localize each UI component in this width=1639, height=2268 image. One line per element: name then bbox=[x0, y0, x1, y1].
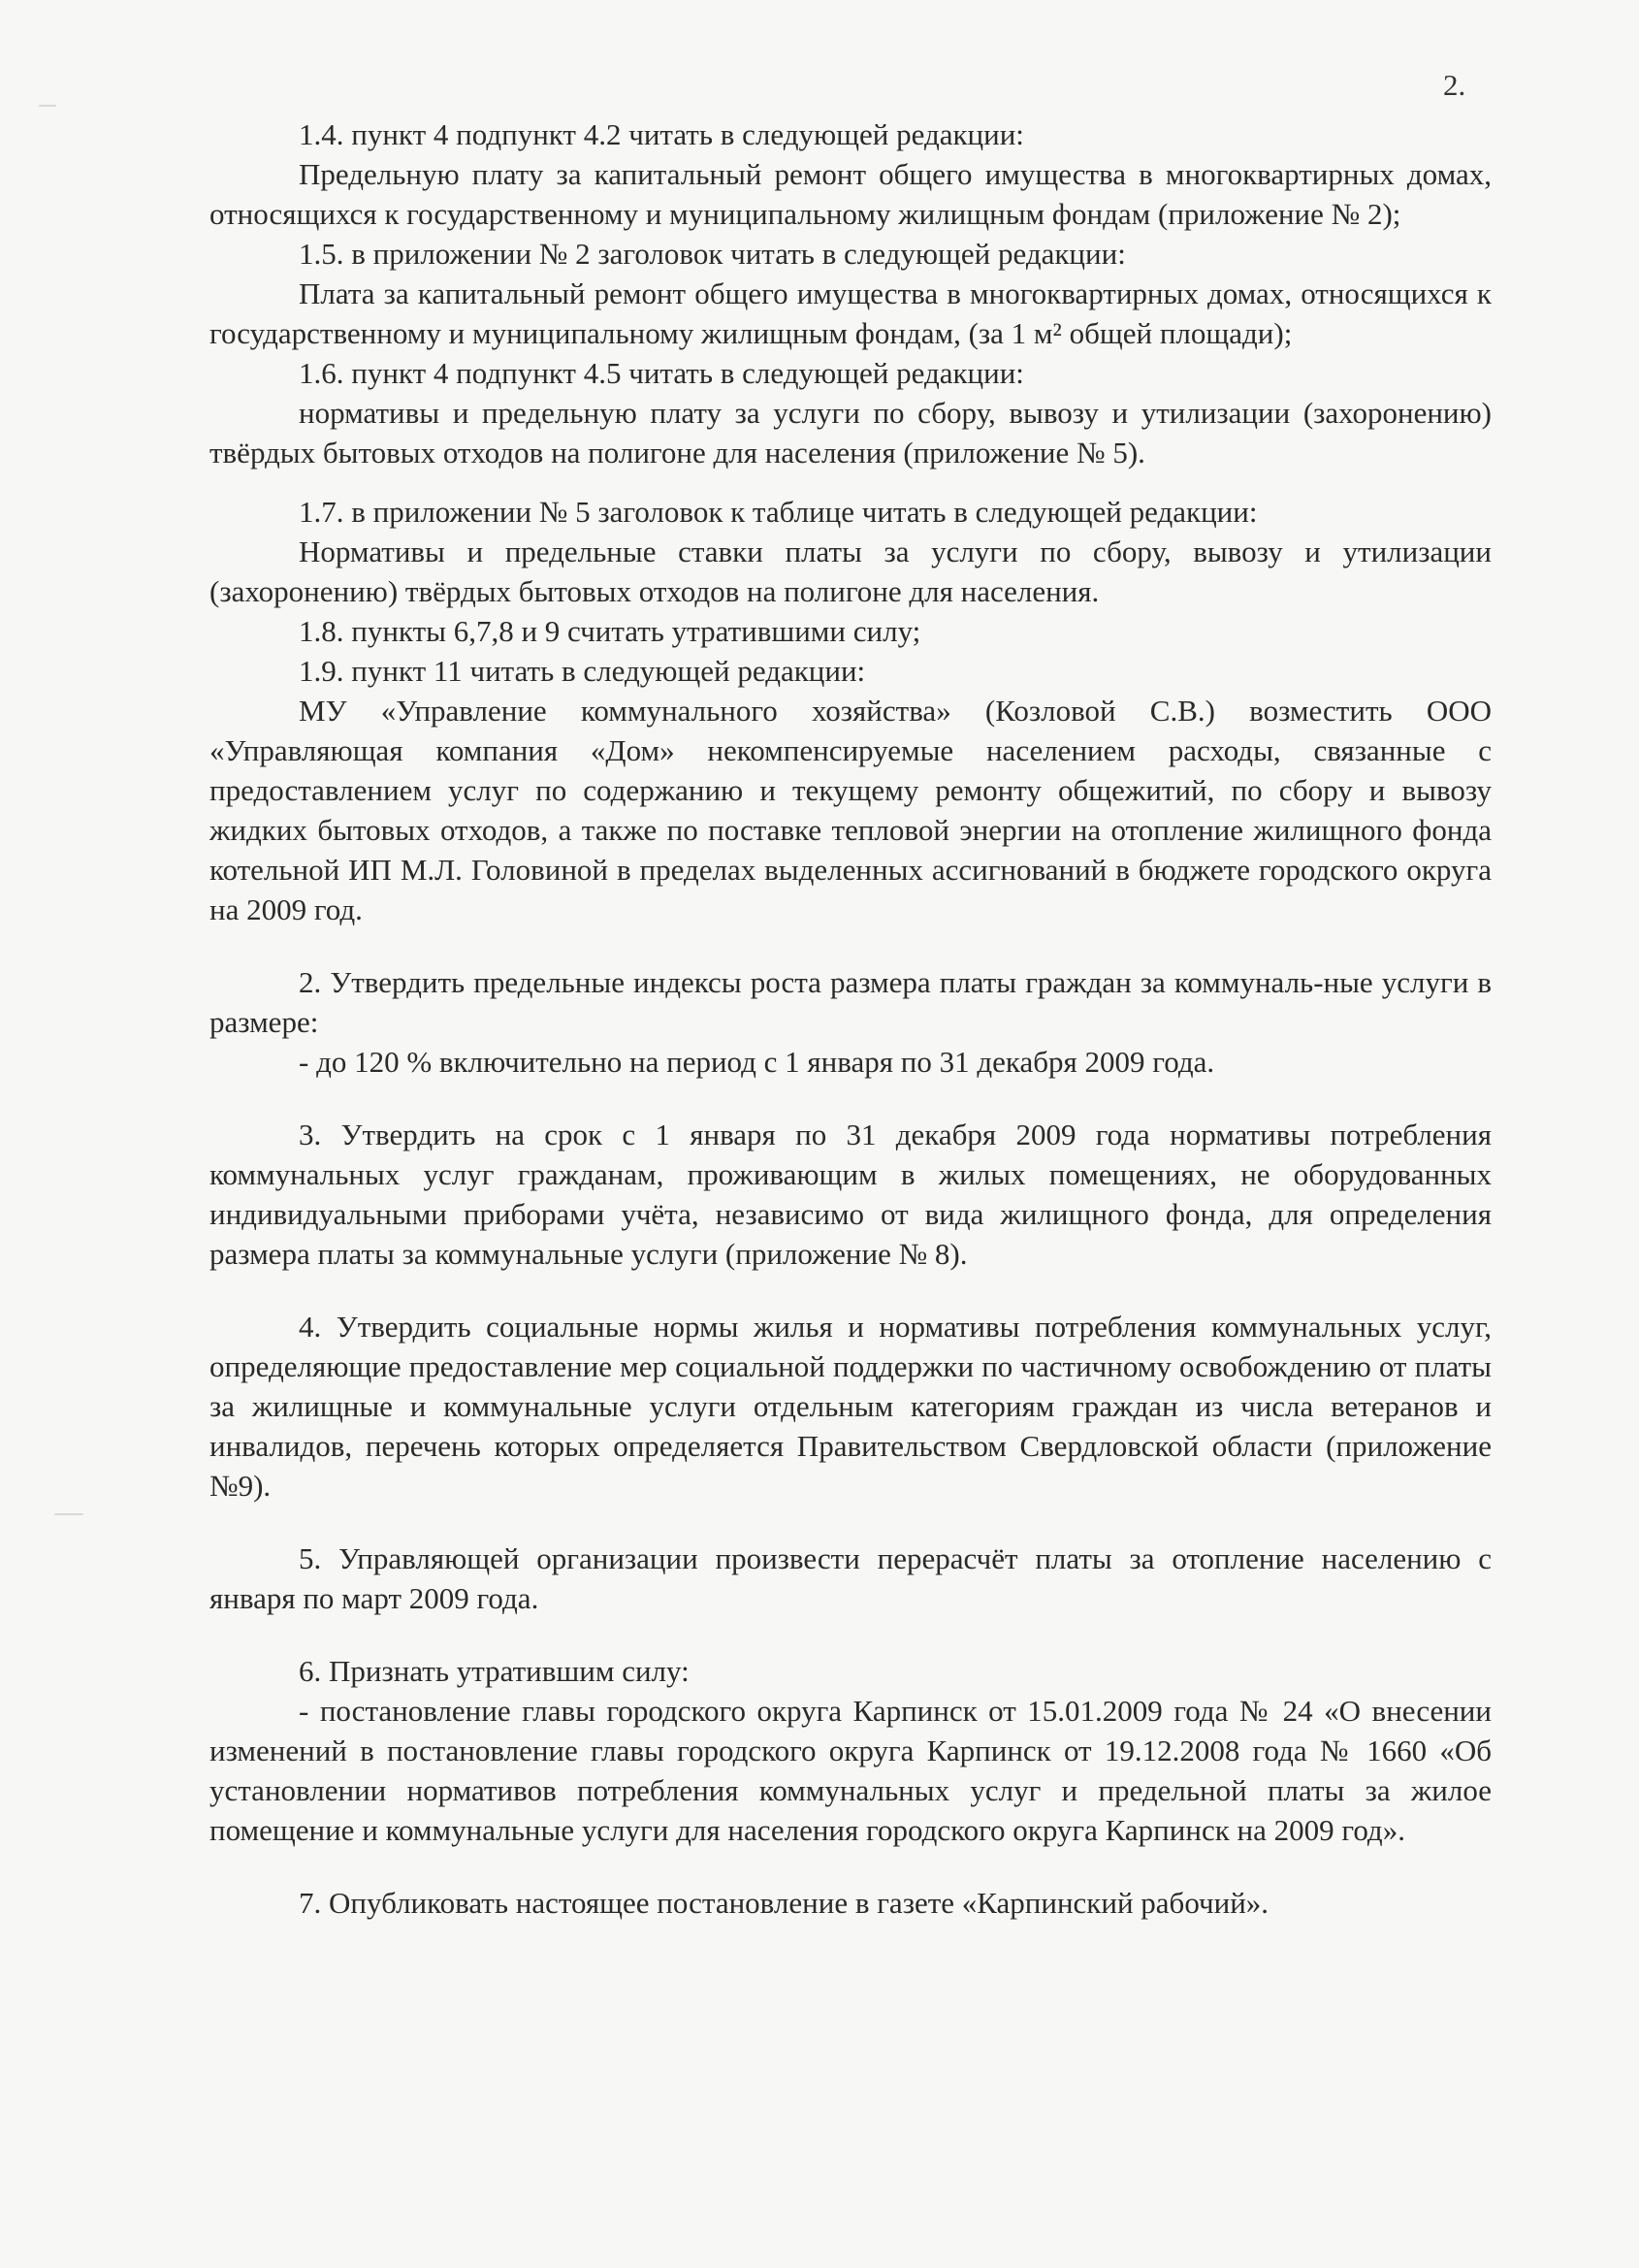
paragraph-2: 2. Утвердить предельные индексы роста размера платы граждан за коммуналь-ные услуги в размере: bbox=[209, 965, 1492, 1039]
paragraph-4: 4. Утвердить социальные нормы жилья и нормативы потребления коммунальных услуг, определяющие предоставление мер социальной поддержки по частичному освобождению от платы за жилищные и коммунальные услуги отдельным категориям граждан из числа ветеранов и инвалидов, перечень которых определяется Правительством Свердловской области (приложение №9). bbox=[209, 1310, 1492, 1503]
paragraph-6: 6. Признать утратившим силу: bbox=[299, 1654, 690, 1688]
paragraph-1-4: 1.4. пункт 4 подпункт 4.2 читать в следующей редакции: bbox=[299, 117, 1024, 151]
scan-artifact bbox=[39, 105, 56, 107]
paragraph-5: 5. Управляющей организации произвести перерасчёт платы за отопление населению с января по март 2009 года. bbox=[209, 1541, 1492, 1615]
page-number: 2. bbox=[1443, 68, 1466, 102]
paragraph-1-9-text: МУ «Управление коммунального хозяйства» (Козловой С.В.) возместить ООО «Управляющая компания «Дом» некомпенсируемые населением расходы, связанные с предоставлением услуг по содержанию и текущему ремонту общежитий, по сбору и вывозу жидких бытовых отходов, а также по поставке тепловой энергии на отопление жилищного фонда котельной ИП М.Л. Головиной в пределах выделенных ассигнований в бюджете городского округа на 2009 год. bbox=[209, 694, 1492, 926]
paragraph-1-5-text: Плата за капитальный ремонт общего имущества в многоквартирных домах, относящихся к государственному и муниципальному жилищным фондам, (за 1 м² общей площади); bbox=[209, 276, 1492, 350]
paragraph-1-7: 1.7. в приложении № 5 заголовок к таблице читать в следующей редакции: bbox=[299, 495, 1258, 529]
paragraph-7: 7. Опубликовать настоящее постановление в газете «Карпинский рабочий». bbox=[299, 1886, 1269, 1920]
paragraph-1-7-text: Нормативы и предельные ставки платы за услуги по сбору, вывозу и утилизации (захоронению) твёрдых бытовых отходов на полигоне для населения. bbox=[209, 535, 1492, 608]
paragraph-1-5: 1.5. в приложении № 2 заголовок читать в следующей редакции: bbox=[299, 237, 1126, 271]
paragraph-1-6-text: нормативы и предельную плату за услуги по сбору, вывозу и утилизации (захоронению) твёрдых бытовых отходов на полигоне для населения (приложение № 5). bbox=[209, 396, 1492, 470]
paragraph-6-text: - постановление главы городского округа Карпинск от 15.01.2009 года № 24 «О внесении изменений в постановление главы городского округа Карпинск от 19.12.2008 года № 1660 «Об установлении нормативов потребления коммунальных услуг и предельной платы за жилое помещение и коммунальные услуги для населения городского округа Карпинск на 2009 год». bbox=[209, 1694, 1492, 1847]
paragraph-2-text: - до 120 % включительно на период с 1 января по 31 декабря 2009 года. bbox=[299, 1045, 1215, 1079]
paragraph-1-9: 1.9. пункт 11 читать в следующей редакции: bbox=[299, 654, 866, 688]
document-body bbox=[209, 114, 1492, 1923]
scan-artifact bbox=[54, 1513, 83, 1515]
paragraph-1-8: 1.8. пункты 6,7,8 и 9 считать утратившими силу; bbox=[299, 614, 921, 648]
paragraph-1-4-text: Предельную плату за капитальный ремонт общего имущества в многоквартирных домах, относящихся к государственному и муниципальному жилищным фондам (приложение № 2); bbox=[209, 157, 1492, 231]
paragraph-1-6: 1.6. пункт 4 подпункт 4.5 читать в следующей редакции: bbox=[299, 356, 1024, 390]
paragraph-3: 3. Утвердить на срок с 1 января по 31 декабря 2009 года нормативы потребления коммунальных услуг гражданам, проживающим в жилых помещениях, не оборудованных индивидуальными приборами учёта, независимо от вида жилищного фонда, для определения размера платы за коммунальные услуги (приложение № 8). bbox=[209, 1118, 1492, 1271]
